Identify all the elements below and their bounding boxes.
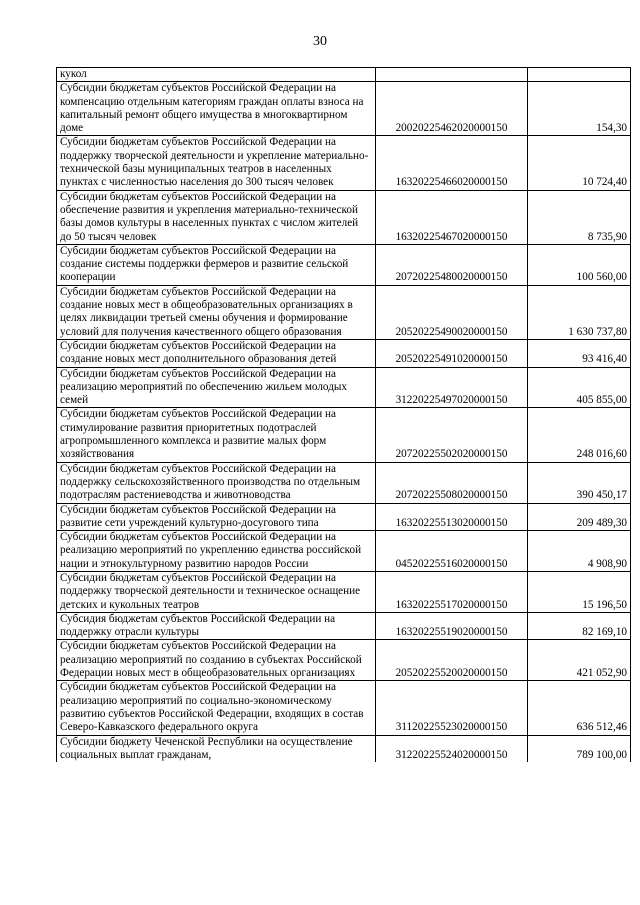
row-code <box>376 68 528 82</box>
row-name: Субсидии бюджетам субъектов Российской Федерации на поддержку сельскохозяйственного производства по отдельным подотраслям растениеводства и животноводства <box>57 462 376 503</box>
row-code: 20720225508020000150 <box>376 462 528 503</box>
row-code: 31120225523020000150 <box>376 681 528 735</box>
row-amount: 4 908,90 <box>528 531 631 572</box>
row-name: Субсидии бюджетам субъектов Российской Федерации на обеспечение развития и укрепления материально-технической базы домов культуры в населенных пунктах с числом жителей до 50 тысяч человек <box>57 190 376 244</box>
budget-table <box>56 67 631 762</box>
row-amount: 8 735,90 <box>528 190 631 244</box>
table-row <box>57 136 631 190</box>
row-amount: 93 416,40 <box>528 339 631 367</box>
row-code: 04520225516020000150 <box>376 531 528 572</box>
row-amount: 154,30 <box>528 82 631 136</box>
table-row <box>57 681 631 735</box>
table-row <box>57 285 631 339</box>
row-name: Субсидии бюджетам субъектов Российской Федерации на реализацию мероприятий по социально-экономическому развитию субъектов Российской Федерации, входящих в состав Северо-Кавказского федерального округа <box>57 681 376 735</box>
row-code: 31220225524020000150 <box>376 735 528 762</box>
row-name: Субсидии бюджетам субъектов Российской Федерации на создание новых мест дополнительного образования детей <box>57 339 376 367</box>
row-name: Субсидии бюджетам субъектов Российской Федерации на стимулирование развития приоритетных подотраслей агропромышленного комплекса и развитие малых форм хозяйствования <box>57 408 376 462</box>
table-row <box>57 367 631 408</box>
row-amount: 789 100,00 <box>528 735 631 762</box>
table-row <box>57 612 631 640</box>
table-row <box>57 462 631 503</box>
row-code: 16320225467020000150 <box>376 190 528 244</box>
row-amount: 1 630 737,80 <box>528 285 631 339</box>
table-row <box>57 244 631 285</box>
table-row <box>57 735 631 762</box>
row-name: Субсидии бюджетам субъектов Российской Федерации на создание системы поддержки фермеров и развитие сельской кооперации <box>57 244 376 285</box>
row-code: 20020225462020000150 <box>376 82 528 136</box>
row-code: 20520225520020000150 <box>376 640 528 681</box>
row-amount: 248 016,60 <box>528 408 631 462</box>
row-name: Субсидии бюджетам субъектов Российской Федерации на реализацию мероприятий по укреплению единства российской нации и этнокультурному развитию народов России <box>57 531 376 572</box>
table-row <box>57 190 631 244</box>
row-name: Субсидии бюджетам субъектов Российской Федерации на поддержку творческой деятельности и укрепление материально-технической базы муниципальных театров в населенных пунктах с численностью населения до 300 тысяч человек <box>57 136 376 190</box>
row-code: 20720225502020000150 <box>376 408 528 462</box>
row-name: кукол <box>57 68 376 82</box>
page-number: 30 <box>313 34 327 49</box>
row-amount: 15 196,50 <box>528 571 631 612</box>
table-row <box>57 571 631 612</box>
row-code: 31220225497020000150 <box>376 367 528 408</box>
table-row <box>57 408 631 462</box>
row-code: 16320225466020000150 <box>376 136 528 190</box>
row-amount: 421 052,90 <box>528 640 631 681</box>
table-row <box>57 68 631 82</box>
row-code: 20520225490020000150 <box>376 285 528 339</box>
row-amount <box>528 68 631 82</box>
row-name: Субсидии бюджетам субъектов Российской Федерации на компенсацию отдельным категориям граждан оплаты взноса на капитальный ремонт общего имущества в многоквартирном доме <box>57 82 376 136</box>
table-row <box>57 531 631 572</box>
row-name: Субсидии бюджетам субъектов Российской Федерации на реализацию мероприятий по созданию в субъектах Российской Федерации новых мест в общеобразовательных организациях <box>57 640 376 681</box>
row-amount: 209 489,30 <box>528 503 631 531</box>
row-name: Субсидии бюджетам субъектов Российской Федерации на реализацию мероприятий по обеспечению жильем молодых семей <box>57 367 376 408</box>
row-amount: 405 855,00 <box>528 367 631 408</box>
row-code: 20520225491020000150 <box>376 339 528 367</box>
row-amount: 390 450,17 <box>528 462 631 503</box>
table-row <box>57 82 631 136</box>
row-amount: 82 169,10 <box>528 612 631 640</box>
row-name: Субсидии бюджетам субъектов Российской Федерации на поддержку творческой деятельности и техническое оснащение детских и кукольных театров <box>57 571 376 612</box>
row-code: 16320225517020000150 <box>376 571 528 612</box>
row-amount: 636 512,46 <box>528 681 631 735</box>
table-row <box>57 640 631 681</box>
row-amount: 10 724,40 <box>528 136 631 190</box>
row-name: Субсидии бюджету Чеченской Республики на осуществление социальных выплат гражданам, <box>57 735 376 762</box>
row-name: Субсидия бюджетам субъектов Российской Федерации на поддержку отрасли культуры <box>57 612 376 640</box>
row-code: 16320225519020000150 <box>376 612 528 640</box>
row-code: 20720225480020000150 <box>376 244 528 285</box>
row-code: 16320225513020000150 <box>376 503 528 531</box>
row-amount: 100 560,00 <box>528 244 631 285</box>
row-name: Субсидии бюджетам субъектов Российской Федерации на создание новых мест в общеобразовательных организациях в целях ликвидации третьей смены обучения и формирование условий для получения качественного общего образования <box>57 285 376 339</box>
row-name: Субсидии бюджетам субъектов Российской Федерации на развитие сети учреждений культурно-досугового типа <box>57 503 376 531</box>
table-row <box>57 339 631 367</box>
table-row <box>57 503 631 531</box>
